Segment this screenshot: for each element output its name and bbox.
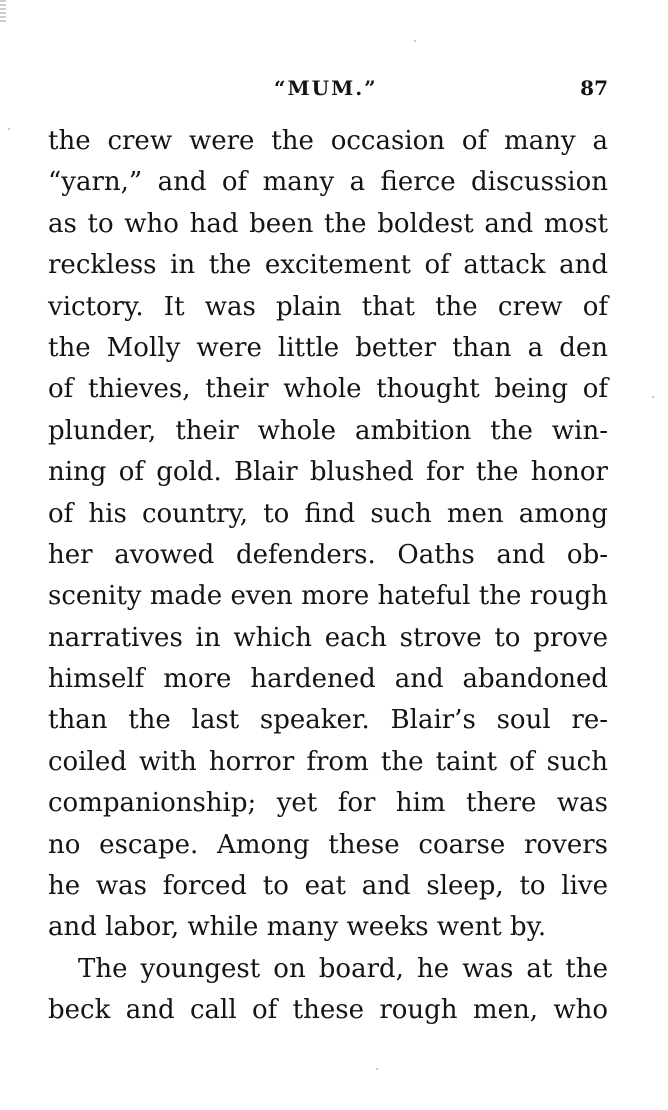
text-line: scenity made even more hateful the rough xyxy=(48,581,608,612)
page-speck xyxy=(414,40,416,42)
text-line: her avowed defenders. Oaths and ob- xyxy=(48,539,608,570)
text-line: beck and call of these rough men, who xyxy=(48,995,608,1026)
text-line: The youngest on board, he was at the xyxy=(78,953,608,984)
body-text xyxy=(48,121,608,1032)
page-speck xyxy=(652,396,654,398)
text-line: companionship; yet for him there was xyxy=(48,788,608,819)
text-line: he was forced to eat and sleep, to live xyxy=(48,871,608,902)
text-line: himself more hardened and abandoned xyxy=(48,664,608,695)
text-line: as to who had been the boldest and most xyxy=(48,208,608,239)
text-line: the Molly were little better than a den xyxy=(48,332,608,363)
text-line: “yarn,” and of many a fierce discussion xyxy=(48,167,608,198)
text-line: than the last speaker. Blair’s soul re- xyxy=(48,705,608,736)
page-edge-mark xyxy=(0,0,6,22)
text-line: the crew were the occasion of many a xyxy=(48,126,608,156)
text-line: ning of gold. Blair blushed for the honor xyxy=(48,457,608,488)
text-line: narratives in which each strove to prove xyxy=(48,622,608,653)
text-line: no escape. Among these coarse rovers xyxy=(48,829,608,860)
running-title: “MUM.” xyxy=(274,76,378,100)
page-header xyxy=(48,76,608,104)
text-line: plunder, their whole ambition the win- xyxy=(48,415,608,446)
text-line: coiled with horror from the taint of such xyxy=(48,746,608,777)
text-line: of thieves, their whole thought being of xyxy=(48,374,608,405)
text-line: of his country, to find such men among xyxy=(48,498,608,529)
text-line: and labor, while many weeks went by. xyxy=(48,912,547,943)
page-number: 87 xyxy=(580,76,608,100)
text-line: reckless in the excitement of attack and xyxy=(48,250,608,281)
page-speck xyxy=(8,128,10,130)
page-speck xyxy=(376,1068,378,1070)
text-line: victory. It was plain that the crew of xyxy=(48,291,608,322)
